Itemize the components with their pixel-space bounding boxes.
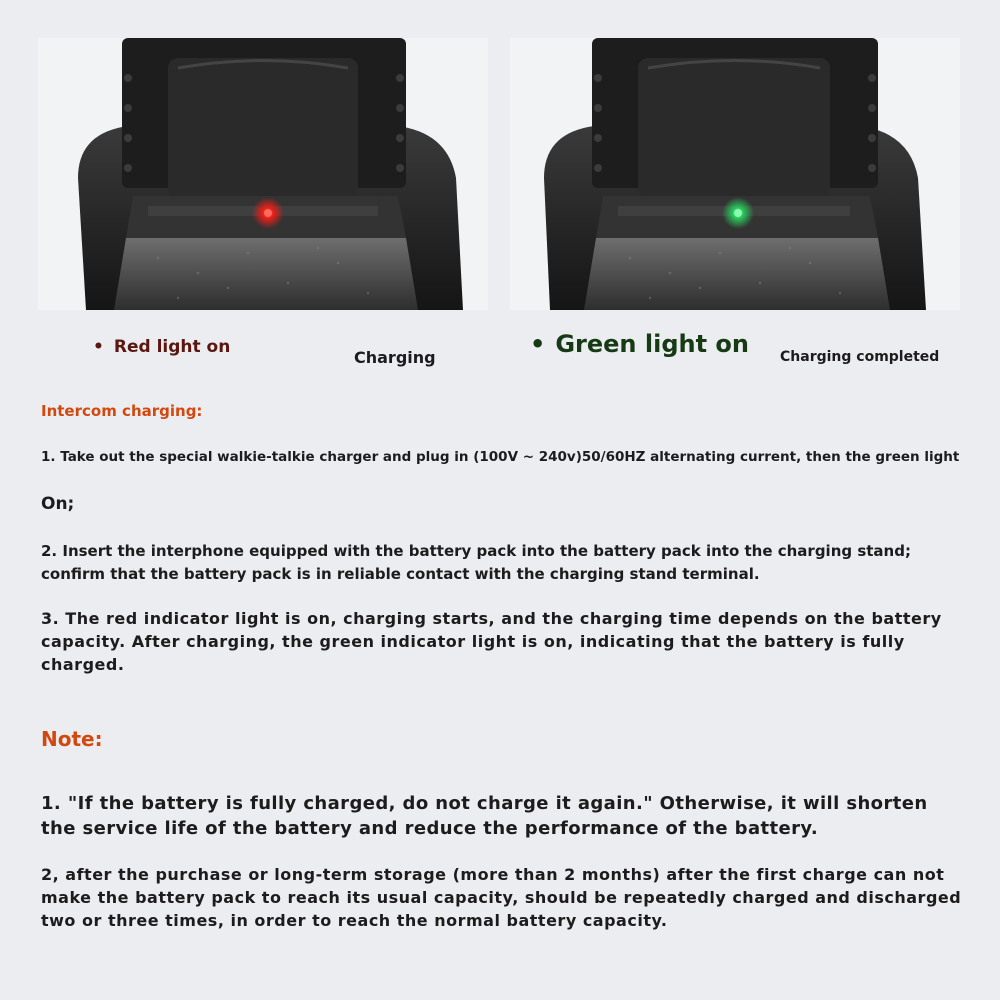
red-light-label: Red light on — [113, 337, 231, 357]
red-light-caption — [93, 337, 230, 357]
bullet-icon: • — [93, 337, 104, 357]
intercom-charging-heading: Intercom charging: — [41, 402, 203, 420]
green-light-label: Green light on — [555, 330, 749, 358]
green-light-caption — [530, 330, 749, 358]
intercom-step-3: 3. The red indicator light is on, charging starts, and the charging time depends on the battery capacity. After charging, the green indicator light is on, indicating that the battery is fully charged. — [41, 609, 942, 674]
note-item-2: 2, after the purchase or long-term storage (more than 2 months) after the first charge can not make the battery pack to reach its usual capacity, should be repeatedly charged and discharged two or three times, in order to reach the normal battery capacity. — [41, 865, 962, 930]
charging-completed-caption: Charging completed — [780, 349, 940, 365]
note-heading: Note: — [41, 727, 103, 751]
intercom-step-1-continued: On; — [41, 494, 75, 514]
bullet-icon: • — [530, 330, 546, 358]
charger-red-illustration — [38, 38, 488, 310]
charger-green-illustration — [510, 38, 960, 310]
charging-caption: Charging — [354, 348, 436, 367]
intercom-step-1: 1. Take out the special walkie-talkie charger and plug in (100V ~ 240v)50/60HZ alternating current, then the green light — [41, 449, 960, 465]
intercom-step-2: 2. Insert the interphone equipped with the battery pack into the battery pack into the charging stand; confirm that the battery pack is in reliable contact with the charging stand terminal. — [41, 542, 911, 583]
note-item-1: 1. "If the battery is fully charged, do not charge it again." Otherwise, it will shorten the service life of the battery and reduce the performance of the battery. — [41, 793, 928, 839]
charger-photo-green — [510, 38, 960, 310]
charger-photo-red — [38, 38, 488, 310]
